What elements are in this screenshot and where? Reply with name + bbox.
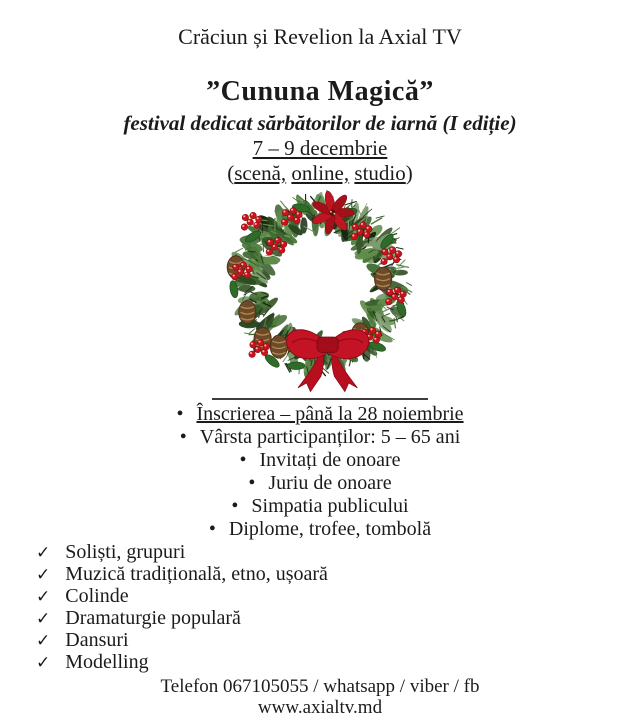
bullet-icon: • (180, 426, 187, 449)
category-item (36, 586, 640, 608)
bullet-item (0, 403, 640, 426)
bullet-icon: • (248, 472, 255, 495)
dates-text: 7 – 9 decembrie (253, 136, 388, 160)
category-item (36, 652, 640, 674)
festival-title: ”Cununa Magică” (0, 76, 640, 108)
bullet-item (0, 472, 640, 495)
bullet-icon: • (231, 495, 238, 518)
bullet-icon: • (209, 518, 216, 541)
contact-line: Telefon 067105055 / whatsapp / viber / fb (0, 676, 640, 698)
category-item (36, 564, 640, 586)
category-item (36, 608, 640, 630)
details-list (0, 403, 640, 541)
check-icon: ✓ (36, 565, 50, 585)
bullet-item (0, 449, 640, 472)
category-text: Dansuri (65, 629, 128, 651)
category-text: Colinde (65, 585, 128, 607)
bullet-text: Diplome, trofee, tombolă (229, 518, 431, 540)
festival-venues (0, 162, 640, 184)
category-item (36, 542, 640, 564)
festival-subtitle: festival dedicat sărbătorilor de iarnă (I ediție) (0, 112, 640, 135)
bullet-icon: • (176, 403, 183, 426)
venue-part: studio (354, 161, 405, 185)
category-text: Soliști, grupuri (65, 541, 185, 563)
category-text: Muzică tradițională, etno, ușoară (65, 563, 328, 585)
categories-list (0, 542, 640, 674)
bullet-text: Înscrierea – până la 28 noiembrie (196, 403, 463, 425)
bullet-item (0, 426, 640, 449)
check-icon: ✓ (36, 587, 50, 607)
venue-close-paren: ) (406, 161, 413, 185)
category-text: Modelling (65, 651, 148, 673)
bullet-text: Juriu de onoare (268, 472, 391, 494)
bullet-icon: • (239, 449, 246, 472)
check-icon: ✓ (36, 653, 50, 673)
venue-part: scenă, (234, 161, 286, 185)
website-line: www.axialtv.md (0, 698, 640, 718)
check-icon: ✓ (36, 631, 50, 651)
wreath-image (0, 184, 640, 404)
category-item (36, 630, 640, 652)
check-icon: ✓ (36, 543, 50, 563)
festival-dates (0, 137, 640, 159)
venue-part: online, (291, 161, 349, 185)
bullet-text: Vârsta participanților: 5 – 65 ani (200, 426, 460, 448)
bullet-item (0, 495, 640, 518)
bullet-text: Invitați de onoare (259, 449, 400, 471)
bullet-item (0, 518, 640, 541)
check-icon: ✓ (36, 609, 50, 629)
wreath-svg (205, 184, 435, 404)
venue-open-paren: ( (227, 161, 234, 185)
bullet-text: Simpatia publicului (251, 495, 408, 517)
category-text: Dramaturgie populară (65, 607, 241, 629)
event-header: Crăciun și Revelion la Axial TV (0, 24, 640, 50)
